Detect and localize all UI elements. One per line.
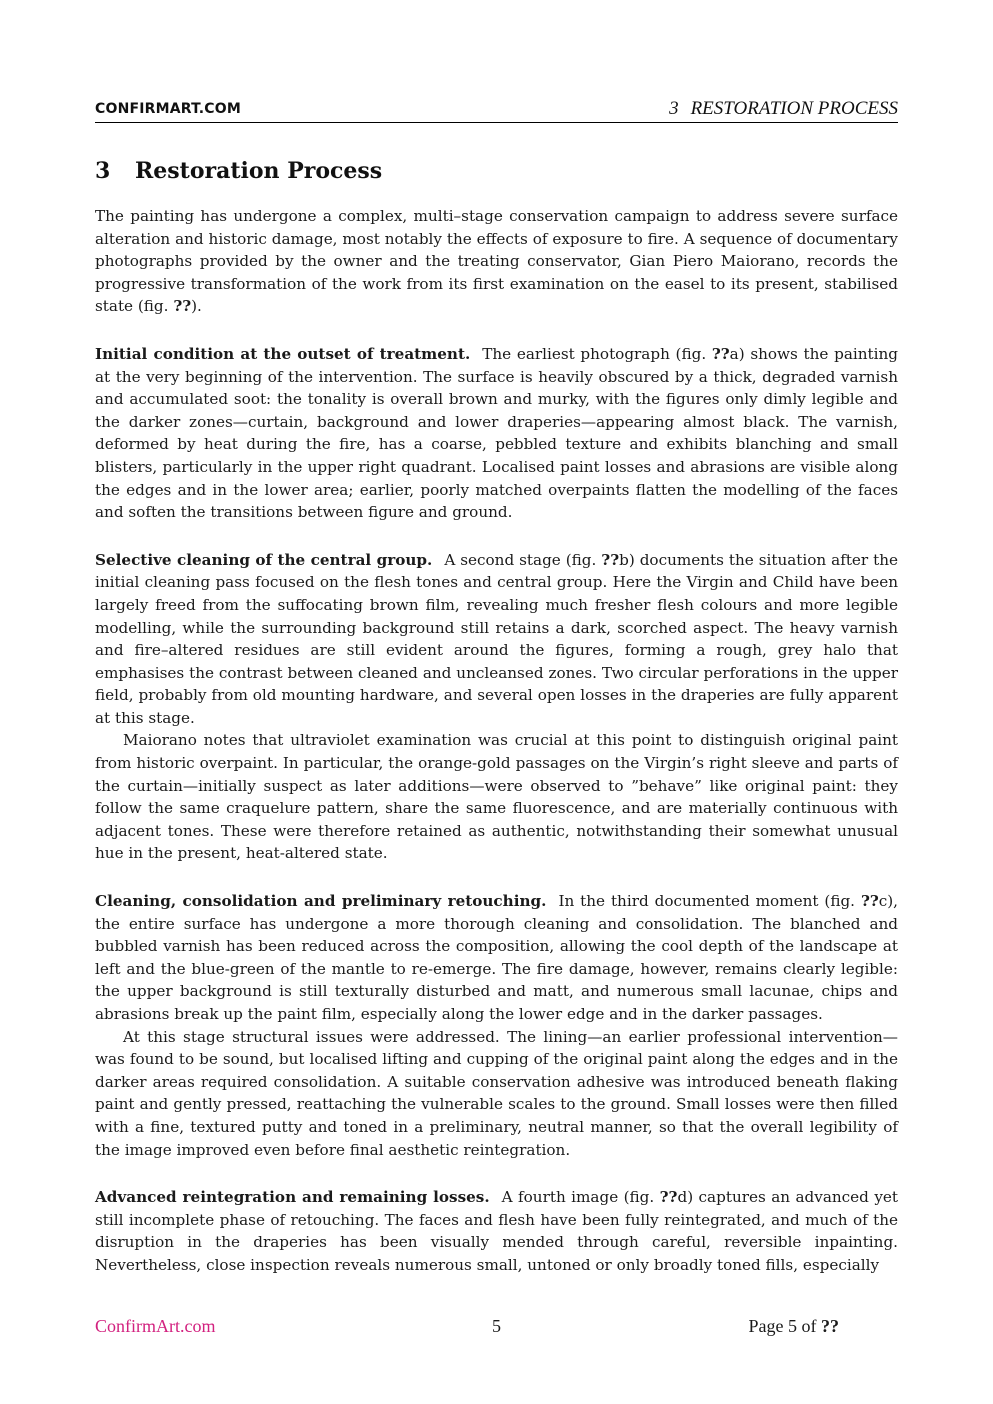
footer-site-link[interactable]: ConfirmArt.com — [95, 1316, 216, 1336]
page-number: 5 — [492, 1316, 501, 1336]
figure-reference[interactable]: ?? — [659, 1188, 678, 1207]
paragraph-text: ). — [191, 297, 202, 316]
body-text — [95, 205, 898, 1277]
section-number: 3 — [95, 158, 111, 184]
paragraph-text: The earliest photograph (fig. — [482, 344, 712, 363]
paragraph-runin-heading: Cleaning, consolidation and preliminary retouching. — [95, 892, 547, 911]
initial-condition-paragraph — [95, 343, 898, 524]
figure-reference[interactable]: ?? — [860, 892, 879, 911]
section-title: Restoration Process — [135, 158, 383, 184]
figure-reference[interactable]: ?? — [173, 297, 192, 316]
intro-paragraph — [95, 205, 898, 318]
figure-reference[interactable]: ?? — [711, 344, 730, 363]
paragraph-text: a) shows the painting at the very beginning of the intervention. The surface is heavily obscured by a thick, degraded varnish and accumulated soot: the tonality is overall brown and murky, with the figures only dimly legible and the darker zones—curtain, background and lower draperies—appearing almost black. The varnish, deformed by heat during the fire, has a coarse, pebbled texture and exhibits blanching and small blisters, particularly in the upper right quadrant. Localised paint losses and abrasions are visible along the edges and in the lower area; earlier, poorly matched overpaints flatten the modelling of the faces and soften the transitions between figure and ground. — [95, 344, 898, 522]
uv-examination-paragraph: Maiorano notes that ultraviolet examination was crucial at this point to distinguish original paint from historic overpaint. In particular, the orange-gold passages on the Virgin’s right sleeve and parts of the curtain—initially suspect as later additions—were observed to ”behave” like original paint: they follow the same craquelure pattern, share the same fluorescence, and are materially continuous with adjacent tones. These were therefore retained as authentic, notwithstanding their somewhat unusual hue in the present, heat-altered state. — [95, 731, 898, 863]
running-section-title — [669, 98, 898, 120]
paragraph-text: A fourth image (fig. — [501, 1188, 660, 1207]
figure-reference[interactable]: ?? — [601, 550, 620, 569]
selective-cleaning-paragraph — [95, 549, 898, 730]
page-of-label: Page 5 of — [748, 1316, 821, 1336]
running-section-number: 3 — [669, 98, 679, 119]
running-header — [95, 96, 898, 123]
running-section-label: RESTORATION PROCESS — [690, 98, 898, 119]
paragraph-runin-heading: Advanced reintegration and remaining losses. — [95, 1188, 490, 1207]
paragraph-text: In the third documented moment (fig. — [558, 892, 861, 911]
section-heading — [95, 158, 382, 184]
confirmart-logo[interactable]: CONFIRMART.COM — [95, 101, 242, 117]
consolidation-paragraph — [95, 890, 898, 1026]
paragraph-runin-heading: Initial condition at the outset of treatment. — [95, 344, 471, 363]
page-footer — [95, 1316, 898, 1340]
page-total-reference[interactable]: ?? — [821, 1316, 839, 1336]
structural-issues-paragraph: At this stage structural issues were addressed. The lining—an earlier professional intervention—was found to be sound, but localised lifting and cupping of the original paint along the edges and in the darker areas required consolidation. A suitable conservation adhesive was introduced beneath flaking paint and gently pressed, reattaching the vulnerable scales to the ground. Small losses were then filled with a fine, textured putty and toned in a preliminary, neutral manner, so that the overall legibility of the image improved even before final aesthetic reintegration. — [95, 1027, 898, 1159]
paragraph-text: b) documents the situation after the initial cleaning pass focused on the flesh tones and central group. Here the Virgin and Child have been largely freed from the suffocating brown film, revealing much fresher flesh colours and more legible modelling, while the surrounding background still retains a dark, scorched aspect. The heavy varnish and fire–altered residues are still evident around the figures, forming a rough, grey halo that emphasises the contrast between cleaned and uncleansed zones. Two circular perforations in the upper field, probably from old mounting hardware, and several open losses in the draperies are fully apparent at this stage. — [95, 550, 898, 727]
paragraph-text: d) captures an advanced yet still incomplete phase of retouching. The faces and flesh have been fully reintegrated, and much of the disruption in the draperies has been visually mended through careful, reversible inpainting. Nevertheless, close inspection reveals numerous small, untoned or only broadly toned fills, especially — [95, 1188, 898, 1274]
paragraph-text: c), the entire surface has undergone a more thorough cleaning and consolidation. The blanched and bubbled varnish has been reduced across the composition, allowing the cool depth of the landscape at left and the blue-green of the mantle to re-emerge. The fire damage, however, remains clearly legible: the upper background is still texturally disturbed and matt, and numerous small lacunae, chips and abrasions break up the paint film, especially along the lower edge and in the darker passages. — [95, 892, 899, 1023]
paragraph-text: The painting has undergone a complex, multi–stage conservation campaign to address severe surface alteration and historic damage, most notably the effects of exposure to fire. A sequence of documentary photographs provided by the owner and the treating conservator, Gian Piero Maiorano, records the progressive transformation of the work from its first examination on the easel to its present, stabilised state (fig. — [95, 207, 898, 316]
paragraph-text: A second stage (fig. — [444, 550, 602, 569]
advanced-reintegration-paragraph — [95, 1186, 898, 1276]
paragraph-runin-heading: Selective cleaning of the central group. — [95, 550, 433, 569]
page-of-total — [749, 1316, 839, 1337]
